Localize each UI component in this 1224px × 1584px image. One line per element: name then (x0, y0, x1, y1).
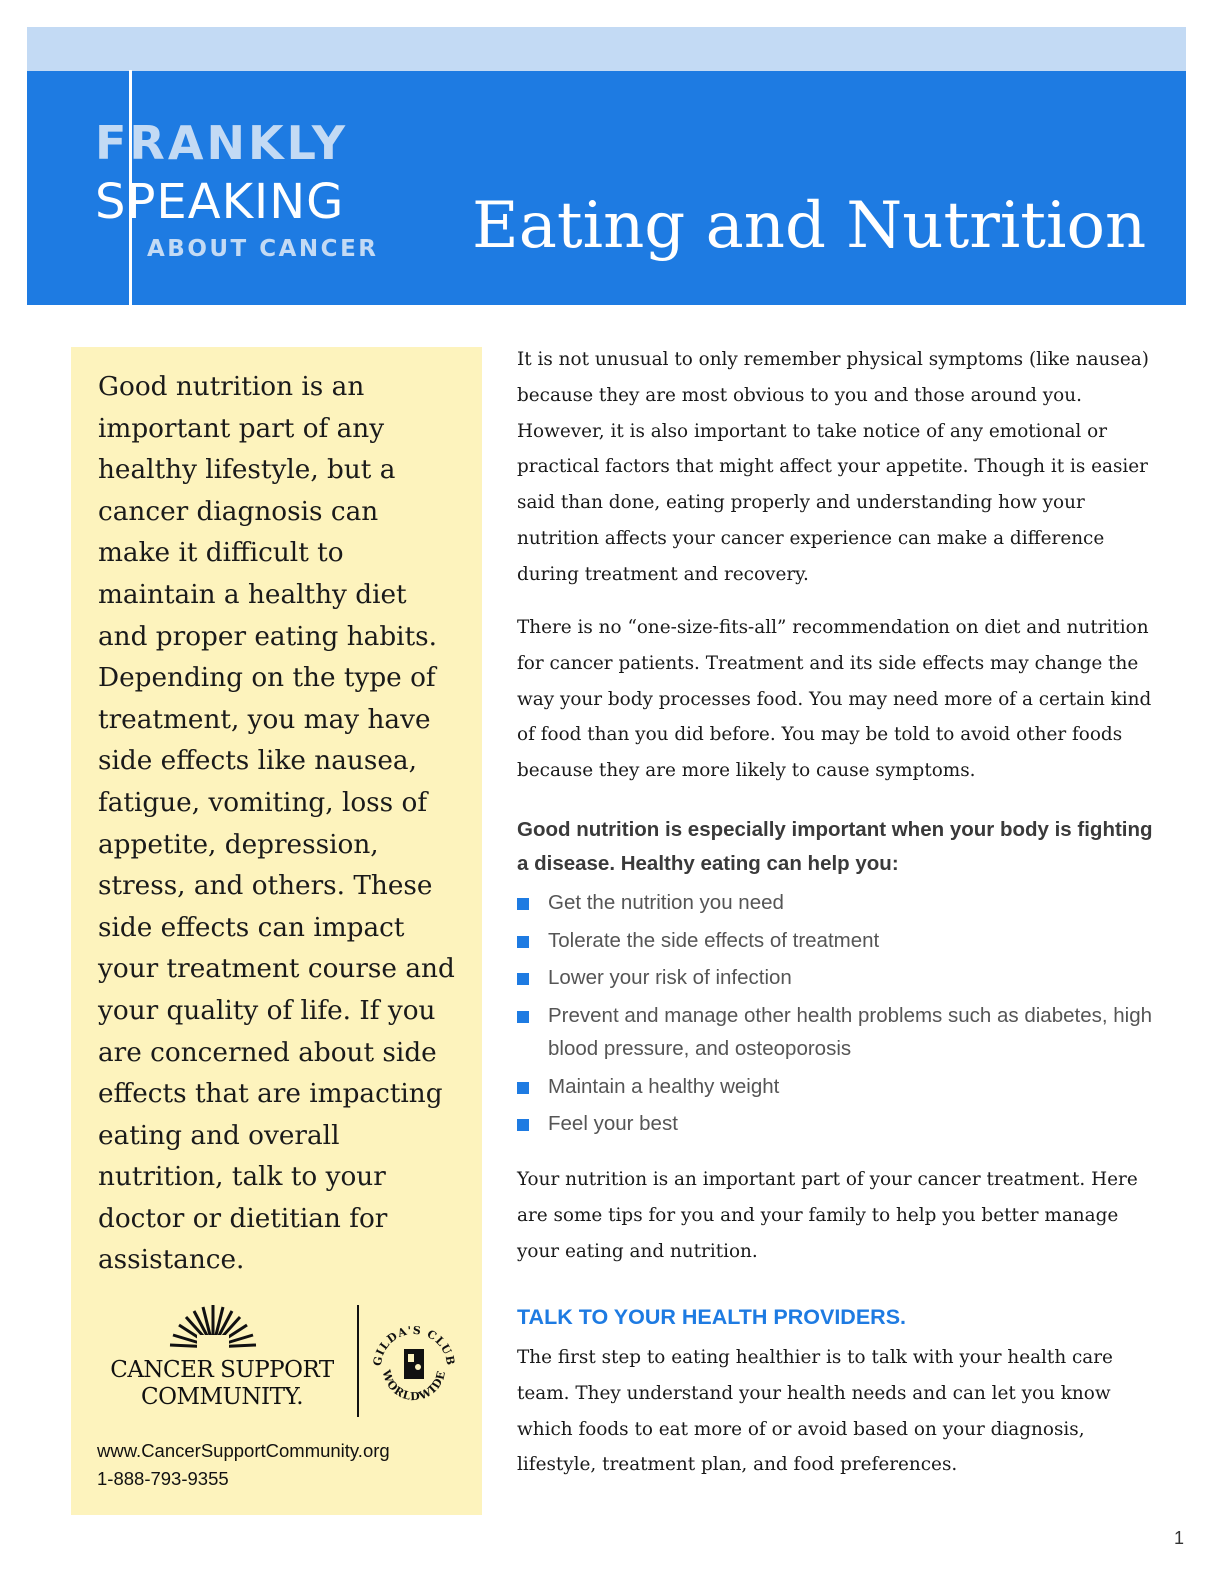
logo-frankly-text: FRANKLY (95, 116, 349, 170)
no-one-size-paragraph: There is no “one-size-fits-all” recommendation on diet and nutrition for cancer patients. Treatment and its side effects may change the way your body processes food. You may need more of a certain kind of food than you did before. You may be told to avoid other foods because they are more likely to cause symptoms. (517, 617, 1152, 782)
health-providers-paragraph: The first step to eating healthier is to talk with your health care team. They understand your health needs and can let you know which foods to eat more of or avoid based on your diagnosis, lifestyle, treatment plan, and food preferences. (517, 1347, 1113, 1476)
logo-about-cancer-text: ABOUT CANCER (147, 236, 379, 262)
benefits-lead-text: Good nutrition is especially important when your body is fighting a disease. Healthy eating can help you: (517, 818, 1153, 875)
svg-text:WORLDWIDE: WORLDWIDE (379, 1368, 449, 1404)
frankly-speaking-logo (95, 70, 395, 310)
contact-info (97, 1437, 390, 1493)
sidebar-intro-text: Good nutrition is an important part of any healthy lifestyle, but a cancer diagnosis can make it difficult to maintain a healthy diet and proper eating habits. Depending on the type of treatment, you may have side effects like nausea, fatigue, vomiting, loss of appetite, depression, stress, and others. These side effects can impact your treatment course and your quality of life. If you are concerned about side effects that are impacting eating and overall nutrition, talk to your doctor or dietitian for assistance. (98, 372, 455, 1276)
cancer-support-community-logo (95, 1299, 455, 1429)
tips-intro-paragraph: Your nutrition is an important part of your cancer treatment. Here are some tips for you and your family to help you better manage your eating and nutrition. (517, 1169, 1138, 1262)
list-item: Feel your best (517, 1107, 1157, 1141)
logo-divider (357, 1305, 359, 1417)
sunburst-icon (167, 1301, 259, 1349)
page-title: Eating and Nutrition (472, 189, 1147, 263)
website-link[interactable]: www.CancerSupportCommunity.org (97, 1440, 390, 1461)
list-item: Tolerate the side effects of treatment (517, 924, 1157, 958)
intro-paragraph: It is not unusual to only remember physical symptoms (like nausea) because they are most obvious to you and those around you. However, it is also important to take notice of any emotional or practical factors that might affect your appetite. Though it is easier said than done, eating properly and understanding how your nutrition affects your cancer experience can make a difference during treatment and recovery. (517, 349, 1149, 585)
csc-name-line2: COMMUNITY. (140, 1384, 304, 1410)
cancer-support-community-name (95, 1357, 349, 1411)
sidebar-callout (71, 347, 482, 1515)
list-item: Lower your risk of infection (517, 961, 1157, 995)
section-heading: TALK TO YOUR HEALTH PROVIDERS. (517, 1305, 907, 1329)
phone-number: 1-888-793-9355 (97, 1468, 229, 1489)
gildas-club-seal-icon (371, 1321, 457, 1407)
list-item: Get the nutrition you need (517, 886, 1157, 920)
csc-name-line1: CANCER SUPPORT (110, 1357, 334, 1383)
list-item: Prevent and manage other health problems such as diabetes, high blood pressure, and osteoporosis (517, 999, 1157, 1066)
svg-text:GILDA'S CLUB: GILDA'S CLUB (371, 1323, 457, 1367)
list-item: Maintain a healthy weight (517, 1070, 1157, 1104)
benefits-list (517, 886, 1157, 1145)
page-number: 1 (1174, 1528, 1185, 1548)
logo-speaking-text: SPEAKING (95, 174, 345, 230)
header-top-strip (27, 27, 1186, 71)
